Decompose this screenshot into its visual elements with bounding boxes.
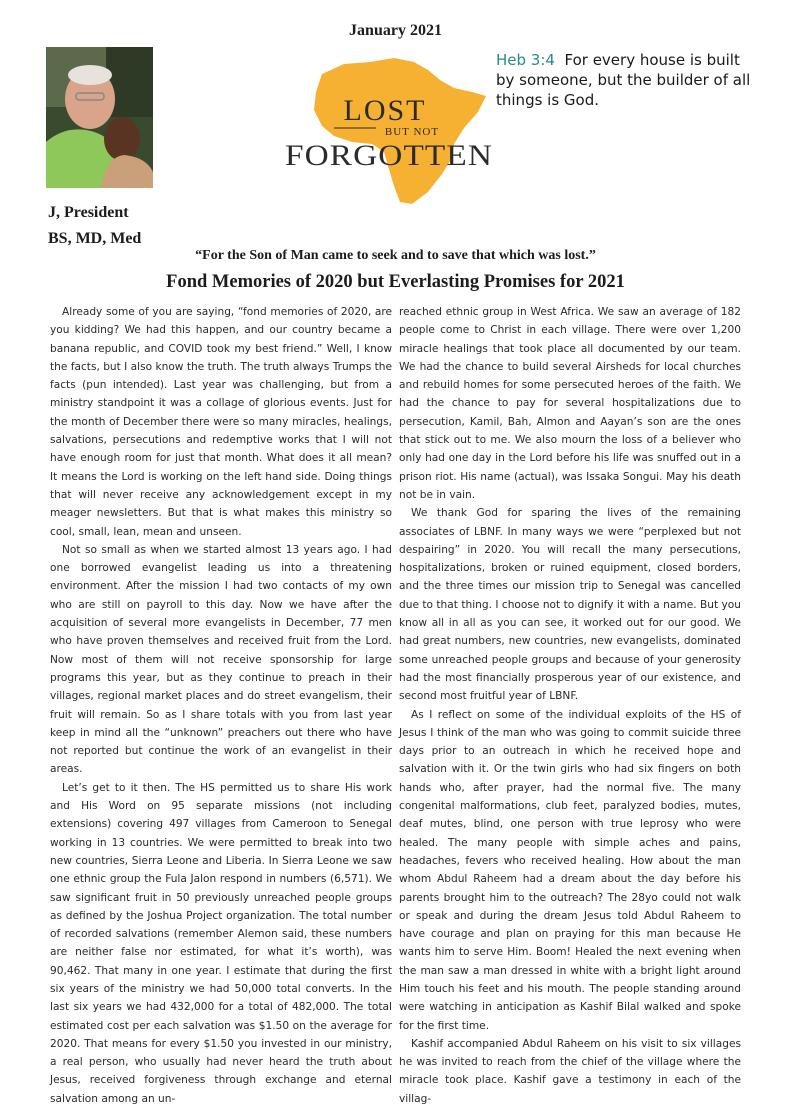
president-name: J, President	[48, 204, 129, 221]
president-photo-image	[46, 47, 153, 188]
verse-reference: Heb 3:4	[496, 51, 555, 69]
paragraph: Kashif accompanied Abdul Raheem on his visit to six villages he was invited to reach from the chief of the village where the miracle took place. Kashif gave a testimony in each of the villag-	[399, 1037, 741, 1105]
newsletter-date: January 2021	[349, 22, 442, 39]
paragraph: Already some of you are saying, “fond memories of 2020, are you kidding? We had this happen, and our country became a banana republic, and COVID took my best friend.” Well, I know the facts, but I also know the truth. The truth always Trumps the facts (pun intended). Last year was challenging, but from a ministry standpoint it was a collage of glorious events. Just for the month of December there were so many miracles, healings, salvations, persecutions and redemptive works that I will not have enough room for just that month. What does it all mean? It means the Lord is working on the left hand side. Doing things that will never receive any acknowledgement except in my meager newsletters. But that is what makes this ministry so cool, small, lean, mean and unseen.	[50, 306, 392, 538]
article-headline: Fond Memories of 2020 but Everlasting Promises for 2021	[166, 272, 625, 292]
logo-word-but-not: BUT NOT	[384, 126, 440, 138]
article-column-right	[399, 303, 741, 1105]
article-column-left	[50, 303, 392, 1105]
president-degrees: BS, MD, Med	[48, 230, 142, 247]
lost-but-not-forgotten-logo	[282, 52, 497, 210]
logo-word-forgotten: FORGOTTEN	[285, 139, 493, 172]
scripture-verse	[496, 50, 758, 110]
paragraph: We thank God for sparing the lives of the remaining associates of LBNF. In many ways we were “perplexed but not despairing” in 2020. You will recall the many persecutions, hospitalizations, broken or ruined equipment, closed borders, and the three times our mission trip to Senegal was cancelled due to that thing. I choose not to dignify it with a name. But you know all in all as you can see, it worked out for our good. We had great numbers, new countries, new evangelists, dominated some unreached people groups and because of your generosity had the most financially prosperous year of our existence, and second most fruitful year of LBNF.	[399, 507, 741, 703]
paragraph: Not so small as when we started almost 13 years ago. I had one borrowed evangelist leading us into a threatening environment. After the mission I had two contacts of my own who are still on payroll to this day. Now we have after the acquisition of several more evangelists in December, 77 men who have proven themselves and received fruit from the Lord. Now most of them will not receive sponsorship for large programs this year, but as they continue to preach in their villages, regional market places and do street evangelism, their fruit will remain. So as I share totals with you from last year keep in mind all the “unknown” preachers out there who have not reported but continue the work of an evangelist in their areas.	[50, 543, 392, 776]
logo-word-lost: LOST	[343, 94, 427, 127]
president-caption	[48, 200, 141, 252]
scripture-quote: “For the Son of Man came to seek and to save that which was lost.”	[195, 248, 596, 263]
verse-text: For every house is built by someone, but the builder of all things is God.	[496, 51, 751, 109]
paragraph: As I reflect on some of the individual exploits of the HS of Jesus I think of the man who was going to commit suicide three days prior to an outreach in which he received hope and salvation with it. Or the twin girls who had six fingers on both hands who, after prayer, had the normal five. The many congenital malformations, club feet, paralyzed bodies, mutes, deaf mutes, blind, one person with true leprosy who were healed. The many people with simple aches and pains, headaches, fevers who received healing. How about the man whom Abdul Raheem had a dream about the day before his parents brought him to the outreach? The 28yo could not walk or speak and during the dream Jesus told Abdul Raheem to have courage and plan on praying for this man because He wants him to serve Him. Boom! Healed the next evening when the man saw a man dressed in white with a bright light around Him touch his feet and his mouth. The people standing around were watching in anticipation as Kashif Bilal walked and spoke for the first time.	[399, 708, 741, 1032]
paragraph: reached ethnic group in West Africa. We saw an average of 182 people come to Christ in each village. There were over 1,200 miracle healings that took place all documented by our team. We had the chance to build several Airsheds for local churches and rebuild homes for some persecuted heroes of the faith. We had the chance to pay for several hospitalizations due to persecution, Kamil, Bah, Almon and Aayan’s son are the ones that stick out to me. We also mourn the loss of a believer who only had one day in the Lord before his life was snuffed out in a prison riot. His name (actual), was Issaka Songui. May his death not be in vain.	[399, 306, 741, 501]
president-photo	[46, 47, 153, 188]
paragraph: Let’s get to it then. The HS permitted us to share His work and His Word on 95 separate missions (not including extensions) covering 497 villages from Cameroon to Senegal working in 13 countries. We were permitted to break into two new countries, Sierra Leone and Liberia. In Sierra Leone we saw one ethnic group the Fula Jalon respond in numbers (6,571). We saw significant fruit in 50 previously unreached people groups as defined by the Joshua Project organization. The total number of recorded salvations (remember Alemon said, these numbers are neither false nor estimated, for what it’s worth), was 90,462. That many in one year. I estimate that during the first six years of the ministry we had 50,000 total converts. In the last six years we had 432,000 for a total of 482,000. The total estimated cost per each salvation was $1.50 on the average for 2020. That means for every $1.50 you invested in our ministry, a real person, who usually had never heard the truth about Jesus, received forgiveness through exchange and eternal salvation among an un-	[50, 781, 392, 1105]
